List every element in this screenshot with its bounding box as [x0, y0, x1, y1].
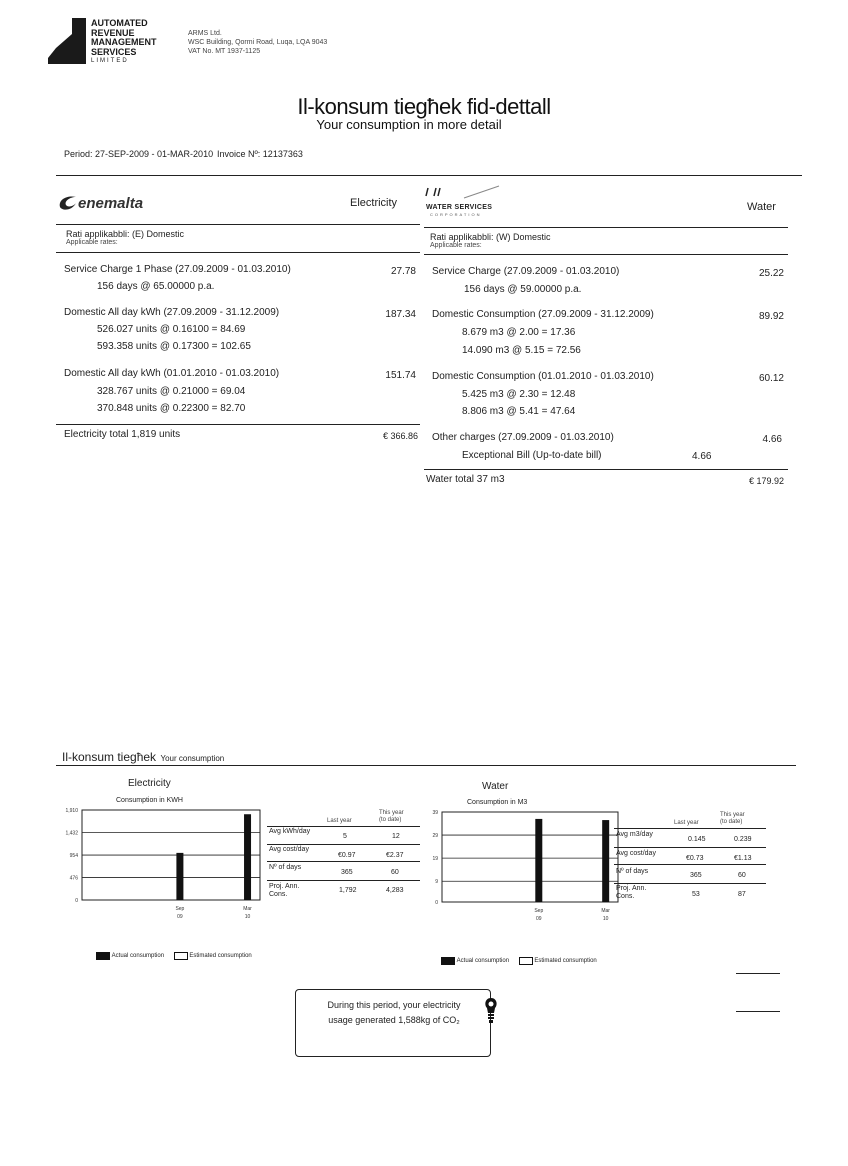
enemalta-brand: enemalta	[78, 195, 144, 212]
bar	[176, 853, 183, 900]
line-item-desc: Domestic Consumption (27.09.2009 - 31.12.2009)	[432, 309, 654, 320]
bar	[602, 820, 609, 902]
x-tick-label: 10	[602, 916, 609, 922]
stat-label: Avg kWh/day	[269, 828, 311, 835]
line-item-amount: 60.12	[758, 373, 784, 384]
stat-label: Nº of days	[269, 864, 302, 871]
line-item-desc: Domestic Consumption (01.01.2010 - 01.03.2010)	[432, 371, 654, 382]
y-tick-label: 9	[435, 879, 438, 886]
x-tick-label: Mar	[243, 906, 252, 912]
stat-label: Avg cost/day	[616, 850, 656, 857]
line-item-desc: Service Charge (27.09.2009 - 01.03.2010)	[432, 266, 620, 277]
divider	[424, 254, 788, 255]
water-rates	[430, 232, 551, 249]
consumption-title-en: Your consumption	[160, 754, 225, 763]
electricity-chart-title: Electricity	[128, 778, 171, 789]
line-item-sub: 156 days @ 59.00000 p.a.	[464, 284, 582, 295]
stat-label: Avg cost/day	[269, 846, 309, 853]
stat-last: 53	[692, 891, 700, 898]
line-item-sub: 14.090 m3 @ 5.15 = 72.56	[462, 345, 581, 356]
x-tick-label: 10	[244, 914, 251, 920]
stat-this: €2.37	[386, 852, 404, 859]
divider	[56, 224, 420, 225]
stat-this: 87	[738, 891, 746, 898]
company-street: WSC Building, Qormi Road, Luqa, LQA 9043	[188, 39, 328, 46]
y-tick-label: 1,432	[65, 830, 78, 837]
electricity-stats	[267, 808, 420, 908]
company-vat: VAT No. MT 1937-1125	[188, 48, 261, 55]
water-brand: WATER SERVICES	[426, 204, 493, 211]
divider	[614, 847, 766, 848]
col-this-year: This year	[379, 810, 404, 816]
line-item-sub: 328.767 units @ 0.21000 = 69.04	[97, 386, 246, 397]
col-this-year-sub: (to date)	[720, 819, 743, 825]
stat-label: Avg m3/day	[616, 831, 653, 838]
legend-estimated-swatch	[174, 952, 188, 960]
bar	[244, 814, 251, 900]
legend-estimated-swatch	[519, 957, 533, 965]
electricity-chart	[56, 800, 266, 932]
water-brand-sub: CORPORATION	[430, 212, 482, 217]
divider	[424, 469, 788, 470]
page-subtitle: Your consumption in more detail	[316, 117, 502, 132]
water-services-wave-icon	[424, 184, 504, 206]
divider	[614, 864, 766, 865]
water-legend	[441, 957, 597, 965]
plot-frame	[442, 812, 618, 902]
logo-line: MANAGEMENT	[91, 37, 157, 47]
consumption-heading	[62, 748, 224, 766]
electricity-total-amount: € 366.86	[382, 431, 418, 441]
consumption-title-mt: Il-konsum tiegħek	[62, 750, 157, 764]
divider	[267, 861, 420, 862]
rates-label: Rati applikabbli: (W) Domestic	[430, 232, 551, 242]
divider	[56, 424, 420, 425]
y-tick-label: 0	[75, 898, 78, 904]
stat-this: 12	[392, 833, 400, 840]
enemalta-swoosh-icon	[56, 193, 78, 211]
water-stats	[614, 810, 766, 910]
line-item-sub: Exceptional Bill (Up-to-date bill)	[462, 450, 602, 461]
line-item-desc: Domestic All day kWh (01.01.2010 - 01.03.2010)	[64, 368, 280, 379]
stat-last: 0.145	[688, 836, 706, 843]
legend-estimated-label: Estimated consumption	[534, 958, 597, 964]
line-item-amount: 187.34	[385, 309, 416, 320]
water-chart-subtitle: Consumption in M3	[467, 799, 528, 806]
rates-label-en: Applicable rates:	[430, 242, 482, 249]
water-total-amount: € 179.92	[748, 476, 784, 486]
logo-line: AUTOMATED	[91, 18, 148, 28]
x-tick-label: Mar	[601, 908, 610, 914]
electricity-label: Electricity	[350, 197, 398, 209]
fold-mark	[736, 973, 780, 974]
col-this-year: This year	[720, 812, 745, 818]
legend-actual-swatch	[441, 957, 455, 965]
company-name: ARMS Ltd.	[188, 30, 222, 37]
line-item-sub: 526.027 units @ 0.16100 = 84.69	[97, 324, 246, 335]
stat-last: 365	[690, 872, 702, 879]
divider	[56, 765, 796, 766]
fold-mark	[736, 1011, 780, 1012]
enemalta-logo	[56, 193, 78, 216]
stat-label: Nº of days	[616, 868, 649, 875]
line-item-sub: 156 days @ 65.00000 p.a.	[97, 281, 215, 292]
rates-label-en: Applicable rates:	[66, 239, 118, 246]
electricity-chart-subtitle: Consumption in KWH	[116, 797, 183, 804]
co2-box	[295, 989, 491, 1057]
stat-last: €0.97	[338, 852, 356, 859]
divider	[267, 826, 420, 827]
stat-last: 1,792	[339, 887, 357, 894]
stat-this: €1.13	[734, 855, 752, 862]
x-tick-label: Sep	[175, 906, 185, 912]
arms-logo-text	[91, 19, 157, 67]
arms-logo-mark-icon	[46, 18, 86, 64]
line-item-desc: Domestic All day kWh (27.09.2009 - 31.12.2009)	[64, 307, 280, 318]
line-item-sub: 593.358 units @ 0.17300 = 102.65	[97, 341, 251, 352]
divider	[56, 252, 420, 253]
line-item-amount: 4.66	[762, 434, 782, 445]
logo-line: LIMITED	[91, 58, 129, 64]
y-tick-label: 954	[69, 853, 78, 860]
line-item-sub-amount: 4.66	[692, 451, 712, 462]
y-tick-label: 1,910	[65, 808, 78, 814]
legend-estimated-label: Estimated consumption	[189, 953, 252, 959]
stat-last: 5	[343, 833, 347, 840]
divider	[56, 175, 802, 176]
legend-actual-label: Actual consumption	[111, 953, 165, 959]
divider	[614, 828, 766, 829]
stat-label: Proj. Ann. Cons.	[616, 885, 647, 900]
divider	[267, 880, 420, 881]
electricity-total-label: Electricity total 1,819 units	[64, 429, 181, 440]
col-last-year: Last year	[327, 818, 352, 824]
stat-last: €0.73	[686, 855, 704, 862]
line-item-amount: 151.74	[385, 370, 416, 381]
stat-this: 4,283	[386, 887, 404, 894]
legend-actual-swatch	[96, 952, 110, 960]
line-item-amount: 25.22	[758, 268, 784, 279]
divider	[267, 844, 420, 845]
stat-this: 60	[738, 872, 746, 879]
logo-line: REVENUE	[91, 27, 135, 38]
water-total-label: Water total 37 m3	[426, 474, 505, 485]
electricity-legend	[96, 952, 252, 960]
y-tick-label: 0	[435, 900, 438, 906]
line-item-sub: 8.806 m3 @ 5.41 = 47.64	[462, 406, 576, 417]
line-item-sub: 8.679 m3 @ 2.00 = 17.36	[462, 327, 576, 338]
bar	[535, 819, 542, 902]
page-title: Il-konsum tiegħek fid-dettall	[297, 94, 551, 119]
water-chart	[412, 802, 622, 934]
x-tick-label: 09	[536, 916, 542, 922]
lightbulb-icon	[482, 996, 500, 1026]
invoice-number: Invoice Nº: 12137363	[217, 149, 303, 159]
y-tick-label: 39	[432, 810, 438, 816]
co2-line-2: usage generated 1,588kg of CO₂	[328, 1015, 460, 1025]
x-tick-label: 09	[177, 914, 183, 920]
co2-line-1: During this period, your electricity	[327, 1000, 461, 1010]
divider	[424, 227, 788, 228]
line-item-desc: Other charges (27.09.2009 - 01.03.2010)	[432, 432, 614, 443]
y-tick-label: 476	[69, 875, 78, 882]
legend-actual-label: Actual consumption	[456, 958, 510, 964]
col-this-year-sub: (to date)	[379, 817, 402, 823]
y-tick-label: 29	[432, 833, 438, 840]
line-item-amount: 27.78	[390, 266, 416, 277]
logo-line: SERVICES	[91, 46, 137, 57]
y-tick-label: 19	[432, 856, 438, 863]
period: Period: 27-SEP-2009 - 01-MAR-2010	[64, 149, 214, 159]
company-address	[188, 29, 327, 56]
rates-label: Rati applikabbli: (E) Domestic	[66, 229, 185, 239]
stat-last: 365	[341, 869, 353, 876]
line-item-sub: 370.848 units @ 0.22300 = 82.70	[97, 403, 246, 414]
line-item-sub: 5.425 m3 @ 2.30 = 12.48	[462, 389, 576, 400]
stat-this: 60	[391, 869, 399, 876]
divider	[614, 883, 766, 884]
stat-label: Proj. Ann. Cons.	[269, 883, 300, 898]
electricity-rates	[66, 229, 184, 246]
stat-this: 0.239	[734, 836, 752, 843]
col-last-year: Last year	[674, 820, 699, 826]
water-label: Water	[747, 201, 776, 213]
line-item-desc: Service Charge 1 Phase (27.09.2009 - 01.03.2010)	[64, 264, 291, 275]
line-item-amount: 89.92	[758, 311, 784, 322]
x-tick-label: Sep	[534, 908, 544, 914]
water-chart-title: Water	[482, 781, 509, 792]
